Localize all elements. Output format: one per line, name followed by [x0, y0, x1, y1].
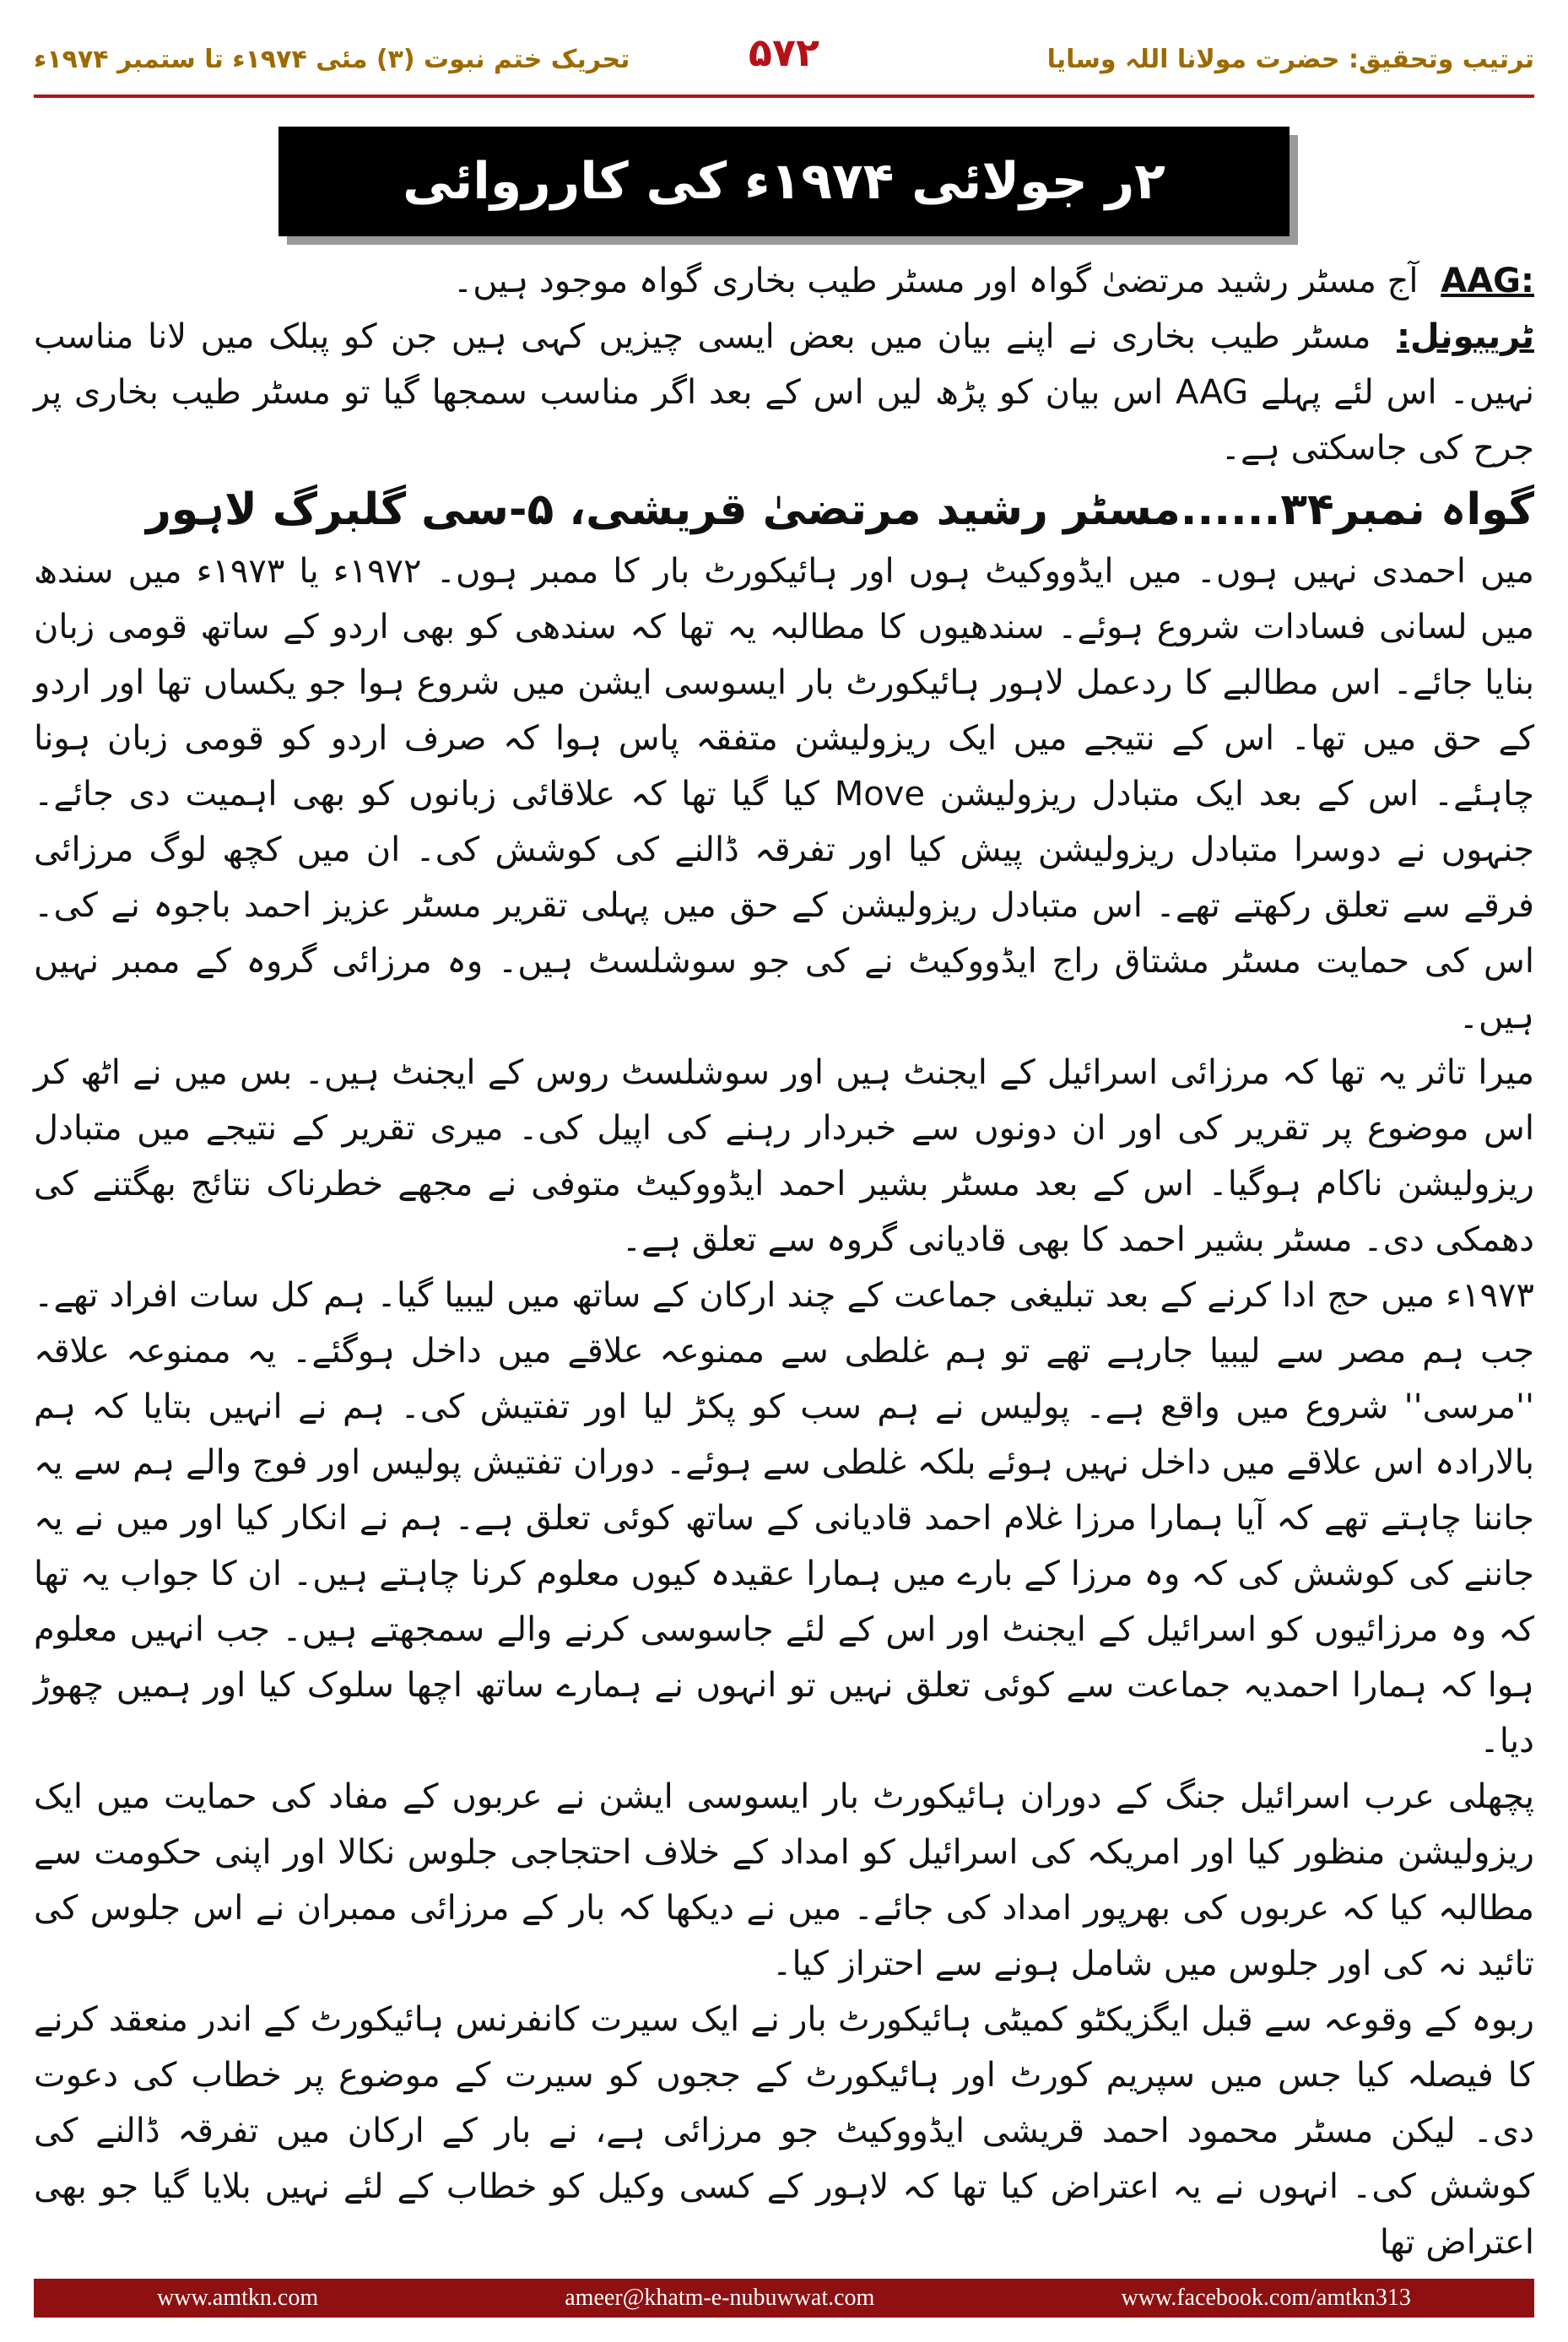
tribunal-text: مسٹر طیب بخاری نے اپنے بیان میں بعض ایسی چیزیں کہی ہیں جن کو پبلک میں لانا مناسب نہیں۔ اس لئے پہلے AAG اس بیان کو پڑھ لیں اس کے بعد اگر مناسب سمجھا گیا تو مسٹر طیب بخاری پر جرح کی جاسکتی ہے۔ [34, 317, 1534, 468]
aag-statement [34, 253, 1534, 309]
paragraph: ربوہ کے وقوعہ سے قبل ایگزیکٹو کمیٹی ہائیکورٹ بار نے ایک سیرت کانفرنس ہائیکورٹ کے اندر منعقد کرنے کا فیصلہ کیا جس میں سپریم کورٹ اور ہائیکورٹ کے ججوں کو سیرت کے موضوع پر خطاب کی دعوت دی۔ لیکن مسٹر محمود احمد قریشی ایڈووکیٹ جو مرزائی ہے، نے بار کے ارکان میں تفرقہ ڈالنے کی کوشش کی۔ انہوں نے یہ اعتراض کیا تھا کہ لاہور کے کسی وکیل کو خطاب کے لئے نہیں بلایا گیا جو بھی اعتراض تھا [34, 2000, 1534, 2262]
footer-website-link[interactable]: www.amtkn.com [157, 2285, 319, 2311]
page-header [34, 30, 1534, 89]
paragraph: ۱۹۷۳ء میں حج ادا کرنے کے بعد تبلیغی جماعت کے چند ارکان کے ساتھ میں لیبیا گیا۔ ہم کل سات افراد تھے۔ جب ہم مصر سے لیبیا جارہے تھے تو ہم غلطی سے ممنوعہ علاقے میں داخل ہوگئے۔ یہ ممنوعہ علاقہ ''مرسی'' شروع میں واقع ہے۔ پولیس نے ہم سب کو پکڑ لیا اور تفتیش کی۔ ہم نے انہیں بتایا کہ ہم بالارادہ اس علاقے میں داخل نہیں ہوئے بلکہ غلطی سے ہوئے۔ دوران تفتیش پولیس اور فوج والے ہم سے یہ جاننا چاہتے تھے کہ آیا ہمارا مرزا غلام احمد قادیانی کے ساتھ کوئی تعلق ہے۔ ہم نے انکار کیا اور میں نے یہ جاننے کی کوشش کی کہ وہ مرزا کے بارے میں ہمارا عقیدہ کیوں معلوم کرنا چاہتے ہیں۔ ان کا جواب یہ تھا کہ وہ مرزائیوں کو اسرائیل کے ایجنٹ اور اس کے لئے جاسوسی کرنے والے سمجھتے ہیں۔ جب انہیں معلوم ہوا کہ ہمارا احمدیہ جماعت سے کوئی تعلق نہیں تو انہوں نے ہمارے ساتھ اچھا سلوک کیا اور ہمیں چھوڑ دیا۔ [34, 1276, 1535, 1761]
document-body [34, 253, 1534, 2270]
header-author: ترتیب وتحقیق: حضرت مولانا اللہ وسایا [1046, 44, 1534, 74]
tribunal-label: ٹریبونل: [1396, 317, 1535, 356]
title-banner [278, 127, 1290, 236]
aag-text: آج مسٹر رشید مرتضیٰ گواہ اور مسٹر طیب بخاری گواہ موجود ہیں۔ [452, 262, 1419, 300]
page-footer [34, 2279, 1534, 2318]
witness-heading: گواہ نمبر۳۴......مسٹر رشید مرتضیٰ قریشی، ۵-سی گلبرگ لاہور [145, 484, 1534, 535]
header-book-title: تحریک ختم نبوت (۳) مئی ۱۹۷۴ء تا ستمبر ۱۹۷۴ء [34, 44, 630, 74]
tribunal-statement [34, 309, 1534, 476]
footer-facebook-link[interactable]: www.facebook.com/amtkn313 [1121, 2285, 1411, 2311]
paragraph: میں احمدی نہیں ہوں۔ میں ایڈووکیٹ ہوں اور ہائیکورٹ بار کا ممبر ہوں۔ ۱۹۷۲ء یا ۱۹۷۳ء میں سندھ میں لسانی فسادات شروع ہوئے۔ سندھیوں کا مطالبہ یہ تھا کہ سندھی کو بھی اردو کے ساتھ قومی زبان بنایا جائے۔ اس مطالبے کا ردعمل لاہور ہائیکورٹ بار ایسوسی ایشن میں شروع ہوا جو یکساں تھا اور اردو کے حق میں تھا۔ اس کے نتیجے میں ایک ریزولیشن متفقہ پاس ہوا کہ صرف اردو کو قومی زبان ہونا چاہئے۔ اس کے بعد ایک متبادل ریزولیشن Move کیا گیا تھا کہ علاقائی زبانوں کو بھی اہمیت دی جائے۔ جنہوں نے دوسرا متبادل ریزولیشن پیش کیا اور تفرقہ ڈالنے کی کوشش کی۔ ان میں کچھ لوگ مرزائی فرقے سے تعلق رکھتے تھے۔ اس متبادل ریزولیشن کے حق میں پہلی تقریر مسٹر عزیز احمد باجوہ نے کی۔ اس کی حمایت مسٹر مشتاق راج ایڈووکیٹ نے کی جو سوشلسٹ ہیں۔ وہ مرزائی گروہ کے ممبر نہیں ہیں۔ [34, 552, 1534, 1036]
paragraph: میرا تاثر یہ تھا کہ مرزائی اسرائیل کے ایجنٹ ہیں اور سوشلسٹ روس کے ایجنٹ ہیں۔ بس میں نے اٹھ کر اس موضوع پر تقریر کی اور ان دونوں سے خبردار رہنے کی اپیل کی۔ میری تقریر کے نتیجے میں متبادل ریزولیشن ناکام ہوگیا۔ اس کے بعد مسٹر بشیر احمد ایڈووکیٹ متوفی نے مجھے خطرناک نتائج بھگتنے کی دھمکی دی۔ مسٹر بشیر احمد کا بھی قادیانی گروہ سے تعلق ہے۔ [34, 1053, 1534, 1259]
footer-email-link[interactable]: ameer@khatm-e-nubuwwat.com [565, 2285, 875, 2311]
aag-label: AAG: [1441, 262, 1534, 300]
page-number: ۵۷۲ [748, 30, 820, 75]
paragraph: پچھلی عرب اسرائیل جنگ کے دوران ہائیکورٹ بار ایسوسی ایشن نے عربوں کے مفاد کی حمایت میں ایک ریزولیشن منظور کیا اور امریکہ کی اسرائیل کو امداد کے خلاف احتجاجی جلوس نکالا اور اپنی حکومت سے مطالبہ کیا کہ عربوں کی بھرپور امداد کی جائے۔ میں نے دیکھا کہ بار کے مرزائی ممبران نے اس جلوس کی تائید نہ کی اور جلوس میں شامل ہونے سے احتراز کیا۔ [34, 1777, 1535, 1983]
header-divider [34, 95, 1534, 98]
page-title: ۲ر جولائی ۱۹۷۴ء کی کارروائی [403, 152, 1165, 211]
